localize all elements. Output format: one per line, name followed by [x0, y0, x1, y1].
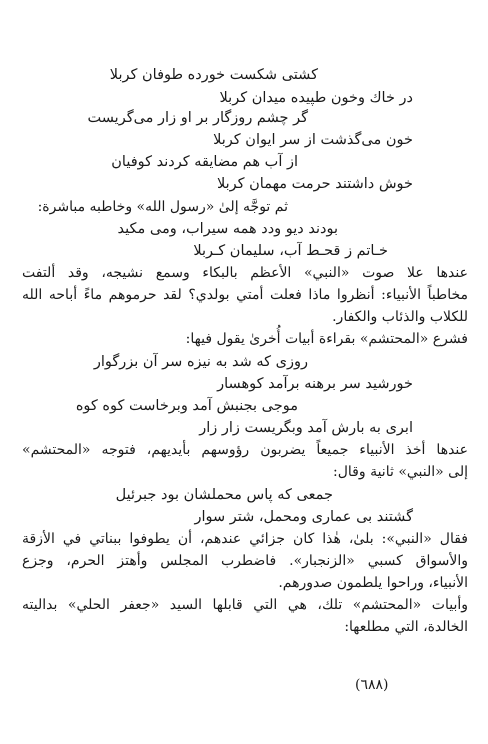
- verse-line: گشتند بى عمارى ومحمل، شتر سوار: [194, 509, 413, 525]
- verse-line: كشتى شكست خورده طوفان كربلا: [109, 67, 318, 83]
- verse-line: جمعى كه پاس محملشان بود جبرئيل: [115, 487, 333, 503]
- verse-line: بودند ديو ودد همه سيراب، ومى مكيد: [117, 221, 338, 237]
- verse-line: در خاك وخون طپيده ميدان كربلا: [219, 90, 413, 106]
- prose-line: وأبيات «المحتشم» تلك، هي التي قابلها السيد «جعفر الحلي» بداليته: [22, 597, 468, 613]
- prose-line: إلى «النبي» ثانية وقال:: [333, 464, 468, 480]
- verse-line: ابرى به بارش آمد وبگريست زار زار: [199, 420, 413, 436]
- verse-line: خوش داشتند حرمت مهمان كربلا: [216, 176, 413, 192]
- prose-line: للكلاب والذئاب والكفار.: [332, 309, 468, 325]
- prose-line: مخاطباً الأنبياء: أنظروا ماذا فعلت أمتي بولدي؟ لقد حرموهم ماءً أباحه الله: [22, 287, 468, 303]
- page-number: (٦٨٨): [355, 677, 389, 693]
- verse-line: موجى بجنبش آمد وبرخاست كوه كوه: [75, 398, 298, 414]
- prose-line: ثم توجَّه إلىٰ «رسول الله» وخاطبه مباشرة:: [37, 199, 288, 215]
- verse-line: خورشيد سر برهنه برآمد كوهسار: [217, 376, 413, 392]
- prose-line: فقال «النبي»: بلىٰ، هٰذا كان جزائي عندهم، أن يطوفوا ببناتي في الأزقة: [22, 531, 468, 547]
- verse-line: روزى كه شد به نيزه سر آن بزرگوار: [93, 354, 308, 370]
- prose-line: الأنبياء، وراحوا يلطمون صدورهم.: [278, 575, 468, 591]
- verse-line: خـاتم ز قحـط آب، سليمان كـربلا: [193, 243, 388, 259]
- prose-line: الخالدة، التي مطلعها:: [344, 619, 468, 635]
- verse-line: خون مى‌گذشت از سر ايوان كربلا: [213, 132, 413, 148]
- prose-line: عندها أخذ الأنبياء جميعاً يضربون رؤوسهم بأيديهم، فتوجه «المحتشم»: [22, 442, 468, 458]
- prose-line: فشرع «المحتشم» بقراءة أبيات أُخرىٰ يقول فيها:: [185, 331, 468, 347]
- prose-line: والأسواق كسبي «الزنجبار». فاضطرب المجلس وأهتز الحرم، وجزع: [22, 553, 468, 569]
- prose-line: عندها علا صوت «النبي» الأعظم بالبكاء وسمع نشيجه، وقد ألتفت: [22, 265, 468, 281]
- verse-line: از آب هم مضايقه كردند كوفيان: [111, 154, 298, 170]
- verse-line: گر چشم روزگار بر او زار مى‌گريست: [87, 110, 308, 126]
